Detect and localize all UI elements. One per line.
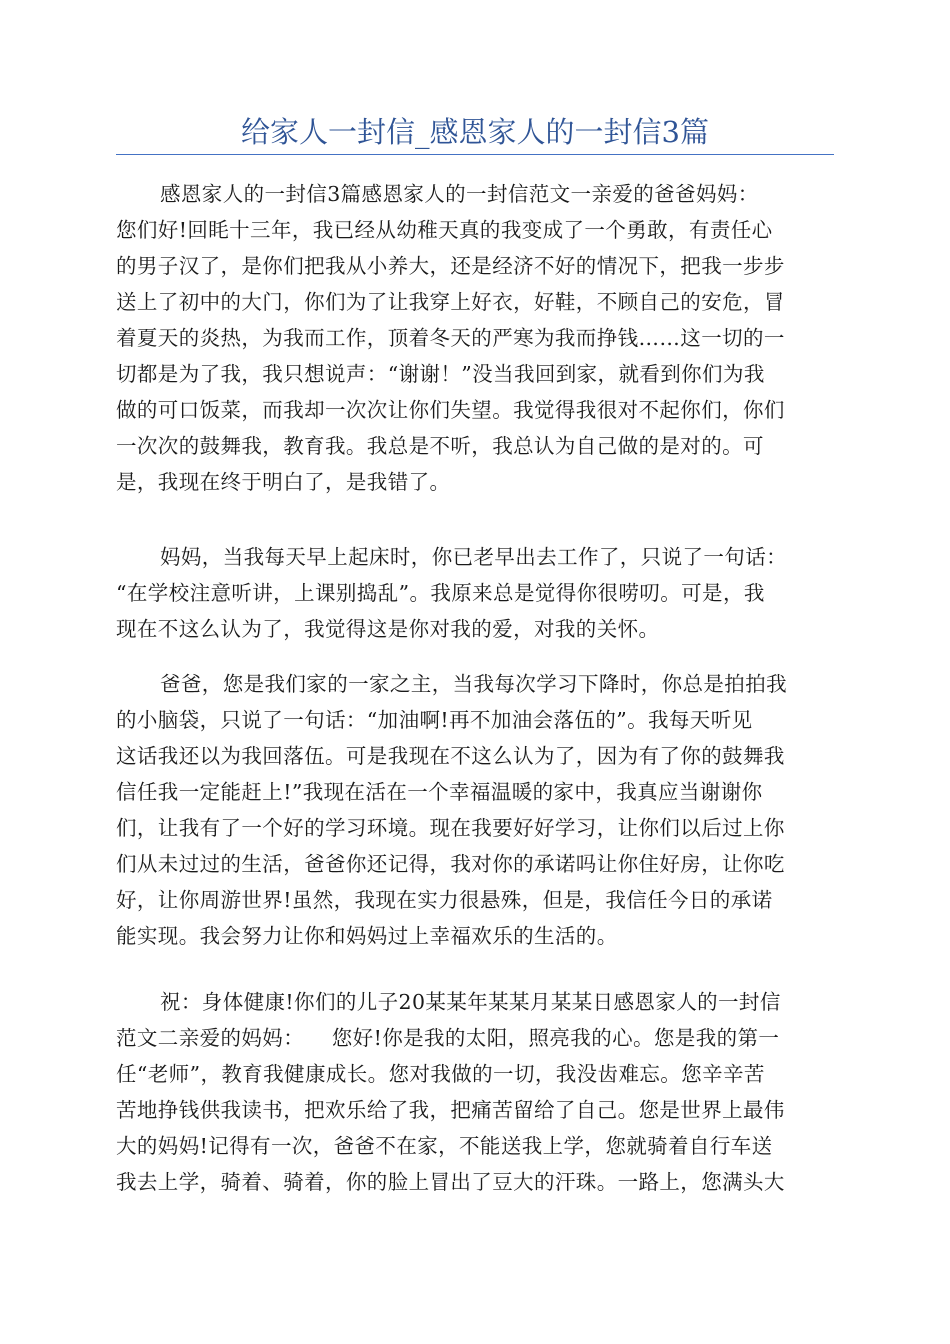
paragraph-line: 着夏天的炎热，为我而工作，顶着冬天的严寒为我而挣钱……这一切的一 (116, 326, 785, 350)
paragraph-line: 一次次的鼓舞我，教育我。我总是不听，我总认为自己做的是对的。可 (116, 434, 764, 458)
paragraph-line: 切都是为了我，我只想说声：“谢谢！”没当我回到家，就看到你们为我 (116, 362, 765, 386)
paragraph-line: 感恩家人的一封信3篇感恩家人的一封信范文一亲爱的爸爸妈妈： (160, 182, 759, 206)
paragraph-line: 大的妈妈!记得有一次，爸爸不在家，不能送我上学，您就骑着自行车送 (116, 1134, 773, 1158)
paragraph-3 (116, 666, 834, 954)
paragraph-line: 这话我还以为我回落伍。可是我现在不这么认为了，因为有了你的鼓舞我 (116, 744, 785, 768)
paragraph-line: 的男子汉了，是你们把我从小养大，还是经济不好的情况下，把我一步步 (116, 254, 785, 278)
paragraph-line: 任“老师”，教育我健康成长。您对我做的一切，我没齿难忘。您辛辛苦 (116, 1062, 765, 1086)
paragraph-line: “在学校注意听讲，上课别捣乱”。我原来总是觉得你很唠叨。可是，我 (116, 581, 765, 605)
paragraph-line: 们，让我有了一个好的学习环境。现在我要好好学习，让你们以后过上你 (116, 816, 785, 840)
paragraph-line: 范文二亲爱的妈妈： 您好!你是我的太阳，照亮我的心。您是我的第一 (116, 1026, 780, 1050)
paragraph-line: 妈妈，当我每天早上起床时，你已老早出去工作了，只说了一句话： (160, 545, 787, 569)
paragraph-line: 您们好!回眊十三年，我已经从幼稚天真的我变成了一个勇敢，有责任心 (116, 218, 773, 242)
paragraph-2 (116, 539, 834, 647)
paragraph-1 (116, 176, 834, 500)
paragraph-line: 祝：身体健康!你们的儿子20某某年某某月某某日感恩家人的一封信 (160, 990, 781, 1014)
paragraph-line: 好，让你周游世界!虽然，我现在实力很悬殊，但是，我信任今日的承诺 (116, 888, 773, 912)
paragraph-line: 能实现。我会努力让你和妈妈过上幸福欢乐的生活的。 (116, 924, 618, 948)
paragraph-line: 我去上学，骑着、骑着，你的脸上冒出了豆大的汗珠。一路上，您满头大 (116, 1170, 785, 1194)
paragraph-line: 们从未过过的生活，爸爸你还记得，我对你的承诺吗让你住好房，让你吃 (116, 852, 785, 876)
paragraph-line: 送上了初中的大门，你们为了让我穿上好衣，好鞋，不顾自己的安危，冒 (116, 290, 785, 314)
paragraph-line: 现在不这么认为了，我觉得这是你对我的爱，对我的关怀。 (116, 617, 660, 641)
paragraph-line: 做的可口饭菜，而我却一次次让你们失望。我觉得我很对不起你们，你们 (116, 398, 785, 422)
paragraph-4 (116, 984, 834, 1200)
paragraph-line: 是，我现在终于明白了，是我错了。 (116, 470, 451, 494)
paragraph-line: 爸爸，您是我们家的一家之主，当我每次学习下降时，你总是拍拍我 (160, 672, 787, 696)
paragraph-line: 苦地挣钱供我读书，把欢乐给了我，把痛苦留给了自己。您是世界上最伟 (116, 1098, 785, 1122)
paragraph-line: 的小脑袋，只说了一句话：“加油啊!再不加油会落伍的”。我每天听见 (116, 708, 753, 732)
title-underline (116, 154, 834, 155)
paragraph-line: 信任我一定能赶上!”我现在活在一个幸福温暖的家中，我真应当谢谢你 (116, 780, 763, 804)
document-title: 给家人一封信_感恩家人的一封信3篇 (241, 115, 709, 149)
